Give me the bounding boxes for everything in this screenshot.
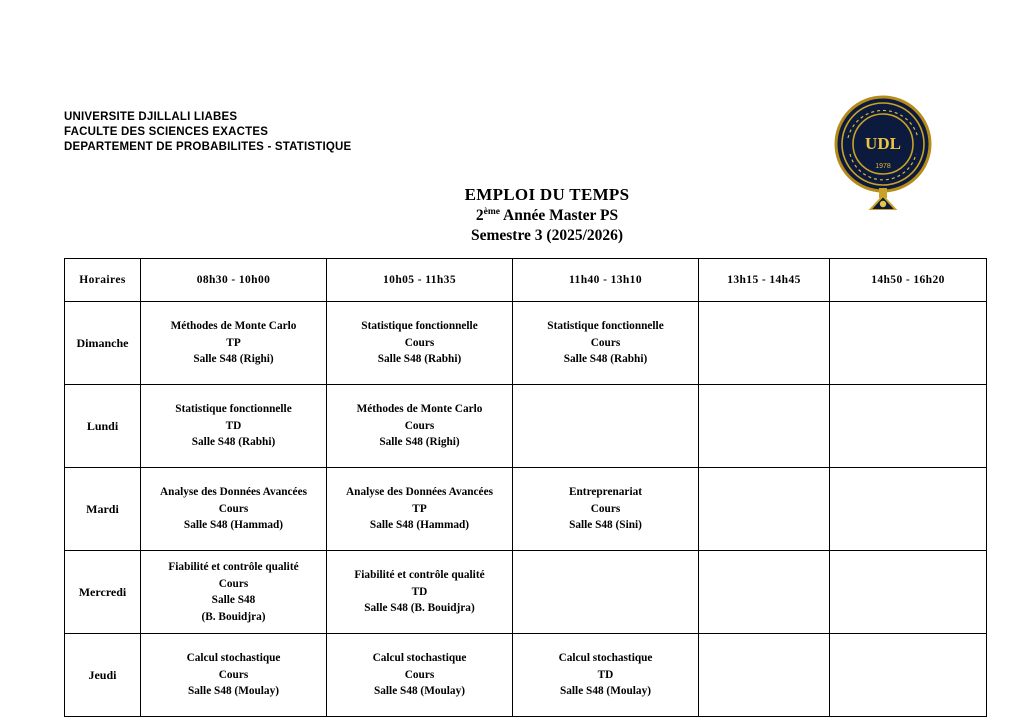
institution-line-3: DEPARTEMENT DE PROBABILITES - STATISTIQUE: [64, 141, 352, 153]
course-teacher: (B. Bouidjra): [201, 610, 266, 623]
course-room: Salle S48 (Sini): [569, 519, 642, 532]
course-room: Salle S48 (Rabhi): [191, 436, 276, 449]
course-name: Statistique fonctionnelle: [175, 403, 292, 416]
day-label-mardi: Mardi: [65, 468, 141, 551]
course-name: Calcul stochastique: [372, 652, 467, 665]
svg-text:1978: 1978: [875, 163, 891, 170]
schedule-table: [64, 258, 987, 717]
cell-mardi-slot-1: [141, 468, 327, 551]
cell-mercredi-slot-2: [327, 551, 513, 634]
course-type: TP: [226, 336, 241, 349]
table-row: [65, 551, 987, 634]
course-room: Salle S48 (Rabhi): [377, 353, 462, 366]
course-name: Fiabilité et contrôle qualité: [354, 569, 485, 582]
course-name: Méthodes de Monte Carlo: [356, 403, 483, 416]
day-label-jeudi: Jeudi: [65, 634, 141, 717]
cell-jeudi-slot-2: [327, 634, 513, 717]
table-row: [65, 385, 987, 468]
table-row: [65, 468, 987, 551]
course-name: Analyse des Données Avancées: [160, 486, 307, 499]
course-room: Salle S48 (Moulay): [559, 685, 651, 698]
course-name: Calcul stochastique: [186, 652, 281, 665]
column-header-slot-2: 10h05 - 11h35: [327, 259, 513, 302]
cell-lundi-slot-2: [327, 385, 513, 468]
course-room: Salle S48: [211, 594, 256, 606]
cell-lundi-slot-1: [141, 385, 327, 468]
cell-jeudi-slot-1: [141, 634, 327, 717]
cell-mercredi-slot-4: [699, 551, 830, 634]
cell-dimanche-slot-4: [699, 302, 830, 385]
column-header-slot-5: 14h50 - 16h20: [830, 259, 987, 302]
institution-line-1: UNIVERSITE DJILLALI LIABES: [64, 111, 238, 123]
cell-dimanche-slot-5: [830, 302, 987, 385]
day-label-mercredi: Mercredi: [65, 551, 141, 634]
document-title-block: [0, 185, 1024, 245]
course-type: Cours: [590, 336, 621, 349]
course-name: Méthodes de Monte Carlo: [170, 320, 297, 333]
course-name: Analyse des Données Avancées: [346, 486, 493, 499]
table-row: [65, 302, 987, 385]
institution-header: [64, 110, 351, 155]
day-label-dimanche: Dimanche: [65, 302, 141, 385]
cell-dimanche-slot-1: [141, 302, 327, 385]
course-type: Cours: [590, 502, 621, 515]
course-room: Salle S48 (Rabhi): [563, 353, 648, 366]
course-type: Cours: [218, 668, 249, 681]
column-header-horaires: Horaires: [65, 259, 141, 302]
institution-line-2: FACULTE DES SCIENCES EXACTES: [64, 126, 269, 138]
column-header-slot-3: 11h40 - 13h10: [513, 259, 699, 302]
title-level-sup: ème: [483, 207, 500, 217]
cell-mardi-slot-3: [513, 468, 699, 551]
course-name: Statistique fonctionnelle: [361, 320, 478, 333]
course-room: Salle S48 (B. Bouidjra): [364, 602, 475, 615]
course-type: TP: [412, 502, 427, 515]
course-room: Salle S48 (Hammad): [369, 519, 470, 532]
course-type: Cours: [404, 419, 435, 432]
course-type: TD: [597, 668, 614, 681]
column-header-slot-1: 08h30 - 10h00: [141, 259, 327, 302]
cell-jeudi-slot-3: [513, 634, 699, 717]
cell-mardi-slot-5: [830, 468, 987, 551]
cell-dimanche-slot-3: [513, 302, 699, 385]
course-name: Fiabilité et contrôle qualité: [168, 561, 299, 573]
cell-lundi-slot-3: [513, 385, 699, 468]
cell-lundi-slot-4: [699, 385, 830, 468]
cell-lundi-slot-5: [830, 385, 987, 468]
course-type: Cours: [404, 336, 435, 349]
course-type: Cours: [404, 668, 435, 681]
course-name: Statistique fonctionnelle: [547, 320, 664, 333]
course-type: TD: [225, 419, 242, 432]
day-label-lundi: Lundi: [65, 385, 141, 468]
cell-mardi-slot-2: [327, 468, 513, 551]
course-type: Cours: [218, 577, 249, 590]
course-type: TD: [411, 585, 428, 598]
course-room: Salle S48 (Righi): [193, 353, 274, 366]
cell-dimanche-slot-2: [327, 302, 513, 385]
course-name: Calcul stochastique: [558, 652, 653, 665]
page-title: EMPLOI DU TEMPS: [464, 185, 630, 204]
cell-jeudi-slot-5: [830, 634, 987, 717]
title-semester: Semestre 3 (2025/2026): [470, 227, 624, 245]
column-header-slot-4: 13h15 - 14h45: [699, 259, 830, 302]
course-type: Cours: [218, 502, 249, 515]
table-header-row: [65, 259, 987, 302]
cell-mercredi-slot-1: [141, 551, 327, 634]
cell-mardi-slot-4: [699, 468, 830, 551]
course-name: Entreprenariat: [568, 486, 642, 499]
course-room: Salle S48 (Moulay): [373, 685, 465, 698]
svg-text:UDL: UDL: [865, 134, 901, 153]
cell-mercredi-slot-3: [513, 551, 699, 634]
cell-jeudi-slot-4: [699, 634, 830, 717]
title-level: [70, 207, 1024, 225]
course-room: Salle S48 (Righi): [379, 436, 460, 449]
cell-mercredi-slot-5: [830, 551, 987, 634]
table-row: [65, 634, 987, 717]
course-room: Salle S48 (Hammad): [183, 519, 284, 532]
title-level-prefix: 2: [475, 207, 484, 225]
title-level-suffix: Année Master PS: [500, 207, 619, 225]
course-room: Salle S48 (Moulay): [187, 685, 279, 698]
